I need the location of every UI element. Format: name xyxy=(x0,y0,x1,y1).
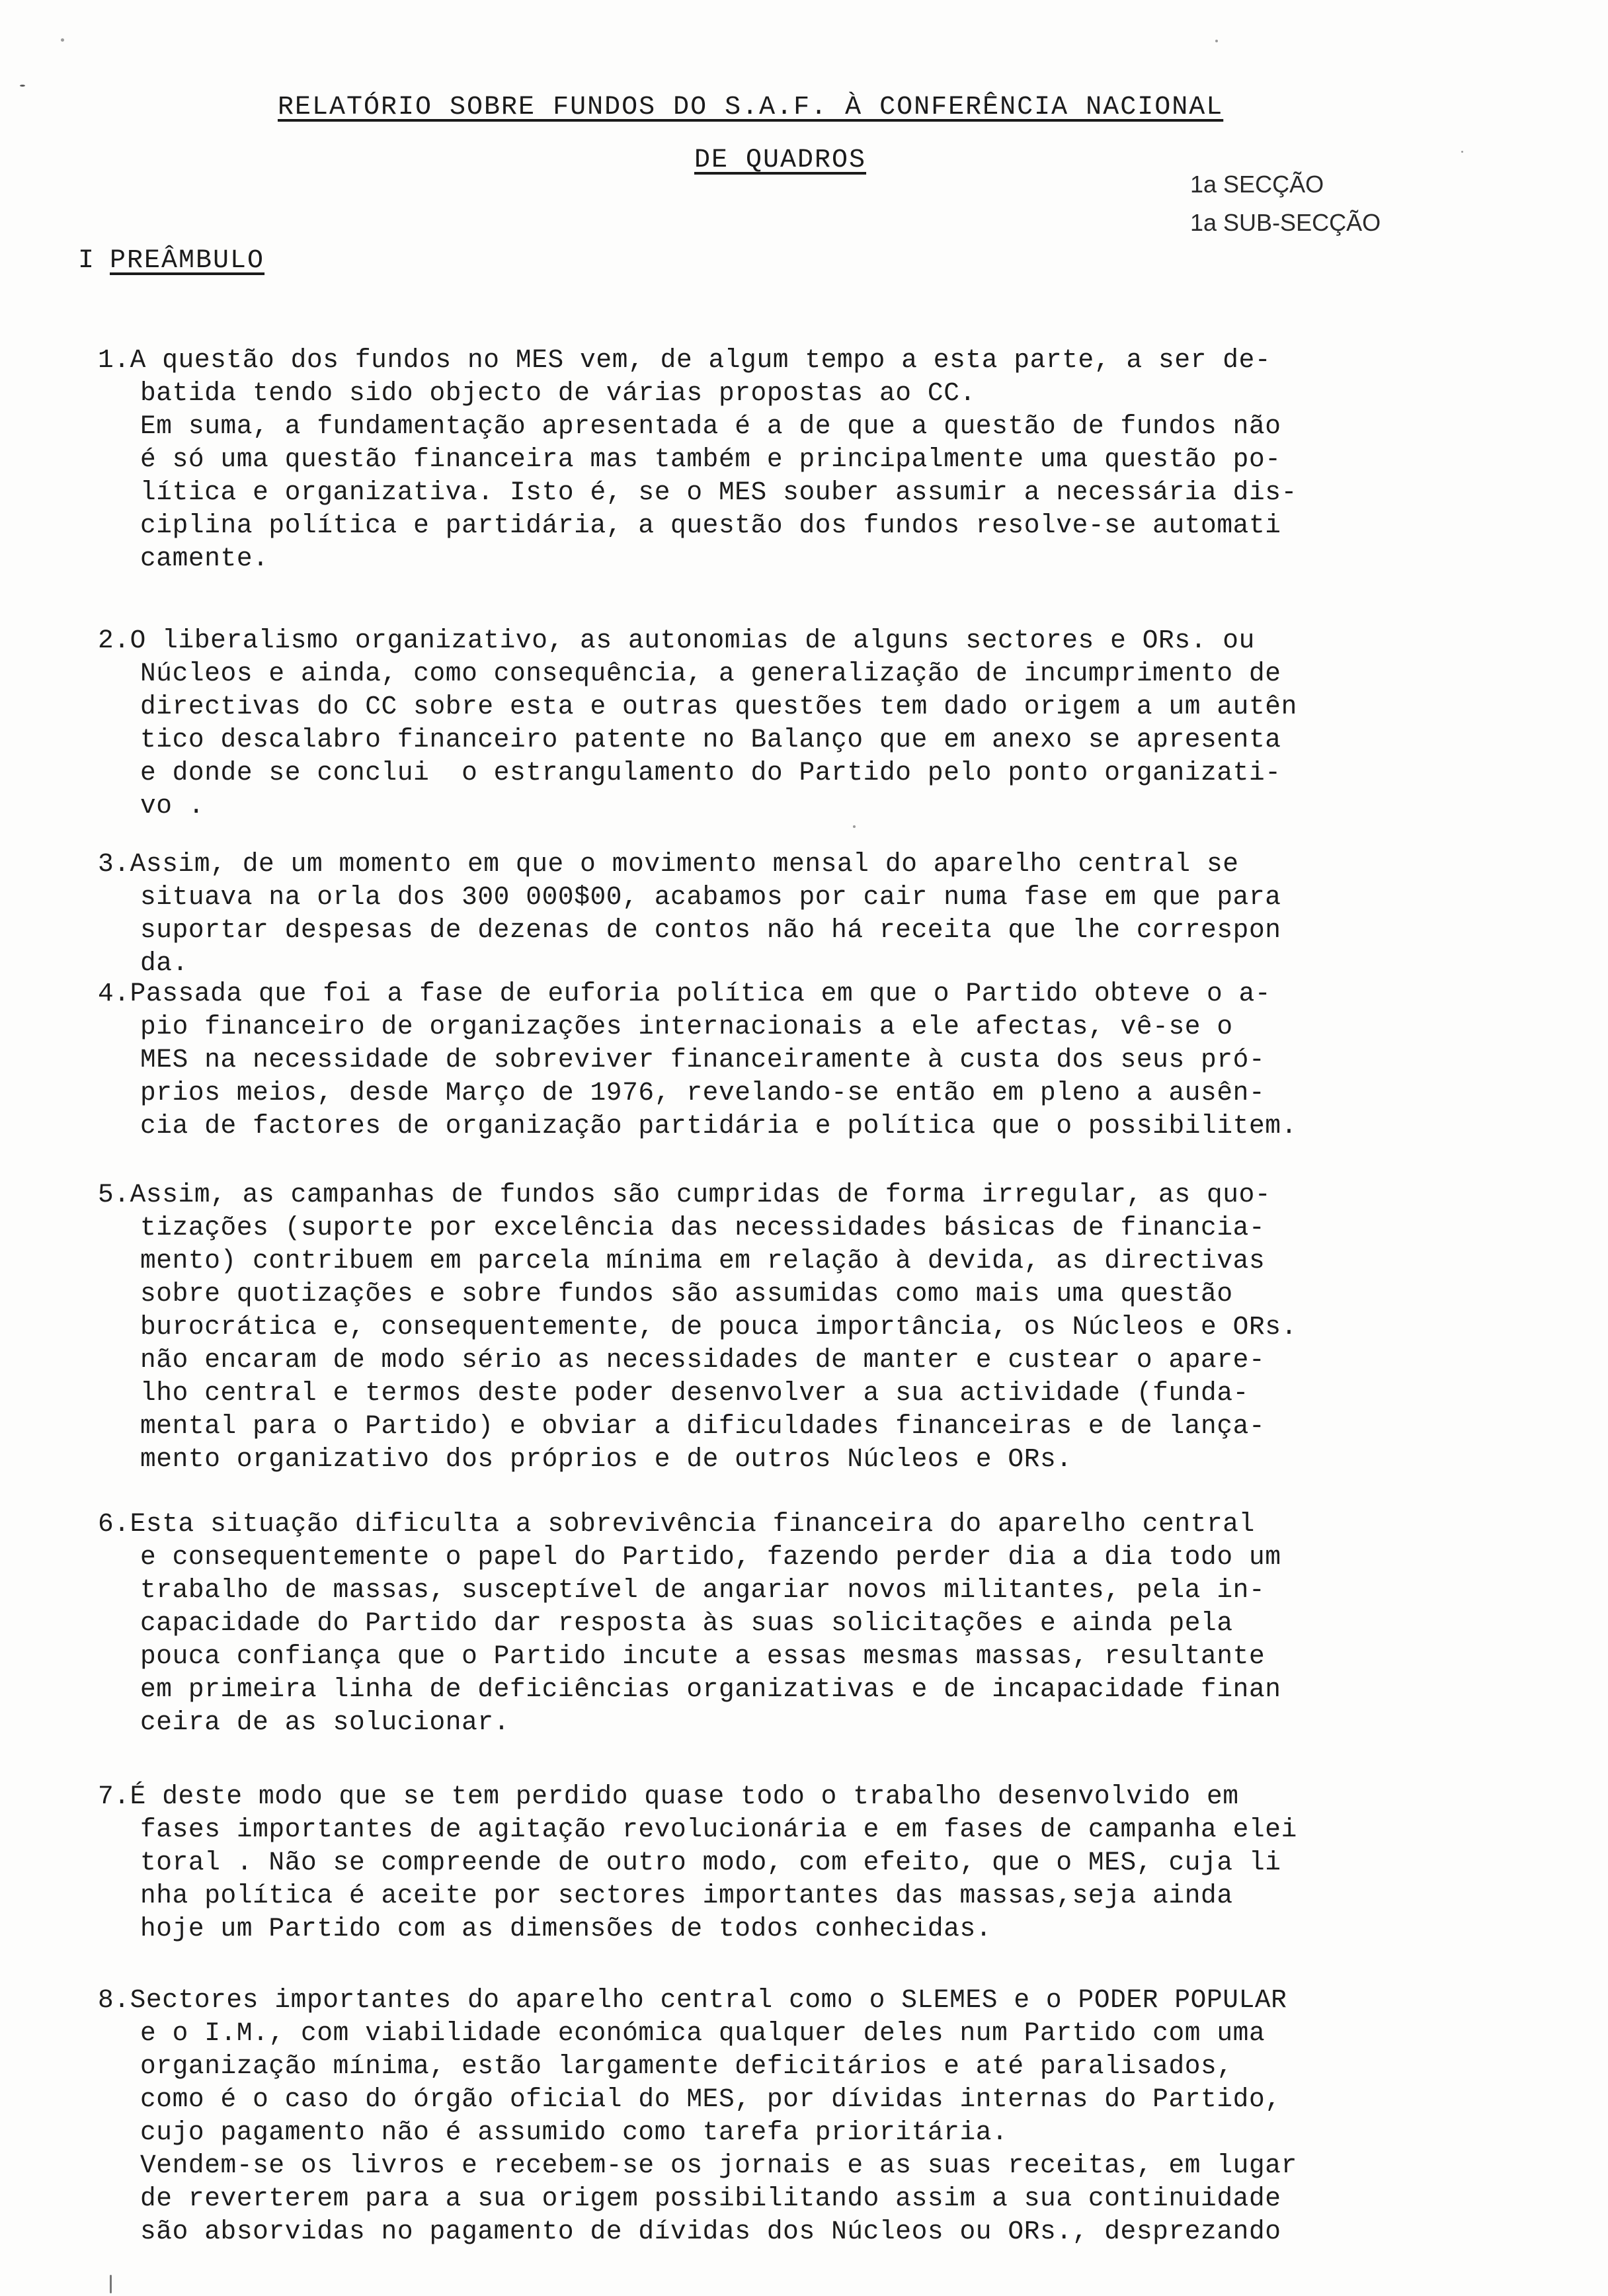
paragraph-line: lítica e organizativa. Isto é, se o MES souber assumir a necessária dis- xyxy=(140,477,1297,507)
paragraph-line: sobre quotizações e sobre fundos são assumidas como mais uma questão xyxy=(140,1279,1233,1309)
paragraph-line: batida tendo sido objecto de várias propostas ao CC. xyxy=(140,378,976,408)
paragraph-line: da. xyxy=(140,948,188,978)
scan-speck xyxy=(20,85,25,87)
paragraph-line: burocrática e, consequentemente, de pouca importância, os Núcleos e ORs. xyxy=(140,1312,1297,1342)
paragraph-line: 6.Esta situação dificulta a sobrevivência financeira do aparelho central xyxy=(98,1509,1255,1539)
paragraph-line: tico descalabro financeiro patente no Balanço que em anexo se apresenta xyxy=(140,725,1281,755)
paragraph-line: capacidade do Partido dar resposta às suas solicitações e ainda pela xyxy=(140,1608,1233,1638)
paragraph-line: e donde se conclui o estrangulamento do Partido pelo ponto organizati- xyxy=(140,758,1281,788)
paragraph-line: hoje um Partido com as dimensões de todos conhecidas. xyxy=(140,1914,992,1944)
paragraph-line: mento) contribuem em parcela mínima em relação à devida, as directivas xyxy=(140,1246,1266,1276)
paragraph-line: e o I.M., com viabilidade económica qualquer deles num Partido com uma xyxy=(140,2018,1266,2048)
paragraph-line: fases importantes de agitação revolucionária e em fases de campanha elei xyxy=(140,1815,1297,1844)
scan-speck xyxy=(110,2275,112,2293)
numbered-paragraph xyxy=(98,977,1539,1143)
paragraph-line: Núcleos e ainda, como consequência, a generalização de incumprimento de xyxy=(140,659,1281,688)
paragraph-line: ciplina política e partidária, a questão dos fundos resolve-se automati xyxy=(140,511,1281,540)
numbered-paragraph xyxy=(98,1508,1539,1739)
paragraph-line: lho central e termos deste poder desenvolver a sua actividade (funda- xyxy=(140,1378,1249,1408)
paragraph-line: é só uma questão financeira mas também e principalmente uma questão po- xyxy=(140,444,1281,474)
paragraph-line: cujo pagamento não é assumido como tarefa prioritária. xyxy=(140,2117,1008,2147)
subsection-label: 1a SUB-SECÇÃO xyxy=(1190,209,1381,236)
paragraph-line: toral . Não se compreende de outro modo, com efeito, que o MES, cuja li xyxy=(140,1848,1281,1877)
numbered-paragraph xyxy=(98,1984,1539,2248)
paragraph-line: 1.A questão dos fundos no MES vem, de algum tempo a esta parte, a ser de- xyxy=(98,345,1271,375)
numbered-paragraph xyxy=(98,624,1539,823)
paragraph-line: Vendem-se os livros e recebem-se os jornais e as suas receitas, em lugar xyxy=(140,2151,1297,2180)
section-label: 1a SECÇÃO xyxy=(1190,171,1324,198)
paragraph-line: pouca confiança que o Partido incute a essas mesmas massas, resultante xyxy=(140,1641,1266,1671)
paragraph-line: 5.Assim, as campanhas de fundos são cumpridas de forma irregular, as quo- xyxy=(98,1180,1271,1210)
scan-speck xyxy=(61,38,64,42)
numbered-paragraph xyxy=(98,1178,1539,1476)
paragraph-line: directivas do CC sobre esta e outras questões tem dado origem a um autên xyxy=(140,692,1297,721)
paragraph-line: ceira de as solucionar. xyxy=(140,1707,510,1737)
numbered-paragraph xyxy=(98,344,1539,575)
paragraph-line: mento organizativo dos próprios e de outros Núcleos e ORs. xyxy=(140,1444,1072,1474)
paragraph-line: prios meios, desde Março de 1976, revelando-se então em pleno a ausên- xyxy=(140,1078,1266,1108)
paragraph-line: 3.Assim, de um momento em que o movimento mensal do aparelho central se xyxy=(98,849,1239,879)
paragraph-line: 4.Passada que foi a fase de euforia política em que o Partido obteve o a- xyxy=(98,979,1271,1008)
paragraph-line: em primeira linha de deficiências organizativas e de incapacidade finan xyxy=(140,1674,1281,1704)
paragraph-line: organização mínima, estão largamente deficitários e até paralisados, xyxy=(140,2051,1233,2081)
scan-speck xyxy=(1461,151,1463,153)
paragraph-line: Em suma, a fundamentação apresentada é a de que a questão de fundos não xyxy=(140,411,1281,441)
paragraph-line: MES na necessidade de sobreviver financeiramente à custa dos seus pró- xyxy=(140,1045,1266,1075)
document-title-line-2: DE QUADROS xyxy=(694,145,867,175)
paragraph-line: trabalho de massas, susceptível de angariar novos militantes, pela in- xyxy=(140,1575,1266,1605)
section-heading-text: PREÂMBULO xyxy=(110,246,265,276)
paragraph-line: são absorvidas no pagamento de dívidas dos Núcleos ou ORs., desprezando xyxy=(140,2217,1281,2246)
paragraph-line: tizações (suporte por excelência das necessidades básicas de financia- xyxy=(140,1213,1266,1243)
paragraph-line: como é o caso do órgão oficial do MES, por dívidas internas do Partido, xyxy=(140,2084,1281,2114)
paragraph-line: 7.É deste modo que se tem perdido quase todo o trabalho desenvolvido em xyxy=(98,1782,1239,1811)
document-title-line-1: RELATÓRIO SOBRE FUNDOS DO S.A.F. À CONFERÊNCIA NACIONAL xyxy=(278,93,1224,122)
paragraph-line: 2.O liberalismo organizativo, as autonomias de alguns sectores e ORs. ou xyxy=(98,626,1255,655)
paragraph-line: 8.Sectores importantes do aparelho central como o SLEMES e o PODER POPULAR xyxy=(98,1985,1287,2015)
numbered-paragraph xyxy=(98,1780,1539,1946)
paragraph-line: pio financeiro de organizações internacionais a ele afectas, vê-se o xyxy=(140,1012,1233,1042)
paragraph-line: suportar despesas de dezenas de contos não há receita que lhe correspon xyxy=(140,915,1281,945)
paragraph-line: de reverterem para a sua origem possibilitando assim a sua continuidade xyxy=(140,2184,1281,2213)
numbered-paragraph xyxy=(98,848,1539,980)
paragraph-line: e consequentemente o papel do Partido, fazendo perder dia a dia todo um xyxy=(140,1542,1281,1572)
paragraph-line: não encaram de modo sério as necessidades de manter e custear o apare- xyxy=(140,1345,1266,1375)
section-heading xyxy=(78,246,264,276)
paragraph-line: camente. xyxy=(140,544,269,573)
paragraph-line: nha política é aceite por sectores importantes das massas,seja ainda xyxy=(140,1881,1233,1910)
section-heading-number: I xyxy=(78,246,96,276)
paragraph-line: vo . xyxy=(140,791,205,821)
paragraph-line: cia de factores de organização partidária e política que o possibilitem. xyxy=(140,1111,1297,1141)
paragraph-line: mental para o Partido) e obviar a dificuldades financeiras e de lança- xyxy=(140,1411,1266,1441)
scan-speck xyxy=(1215,40,1218,42)
paragraph-line: situava na orla dos 300 000$00, acabamos por cair numa fase em que para xyxy=(140,882,1281,912)
scan-speck xyxy=(853,825,856,828)
